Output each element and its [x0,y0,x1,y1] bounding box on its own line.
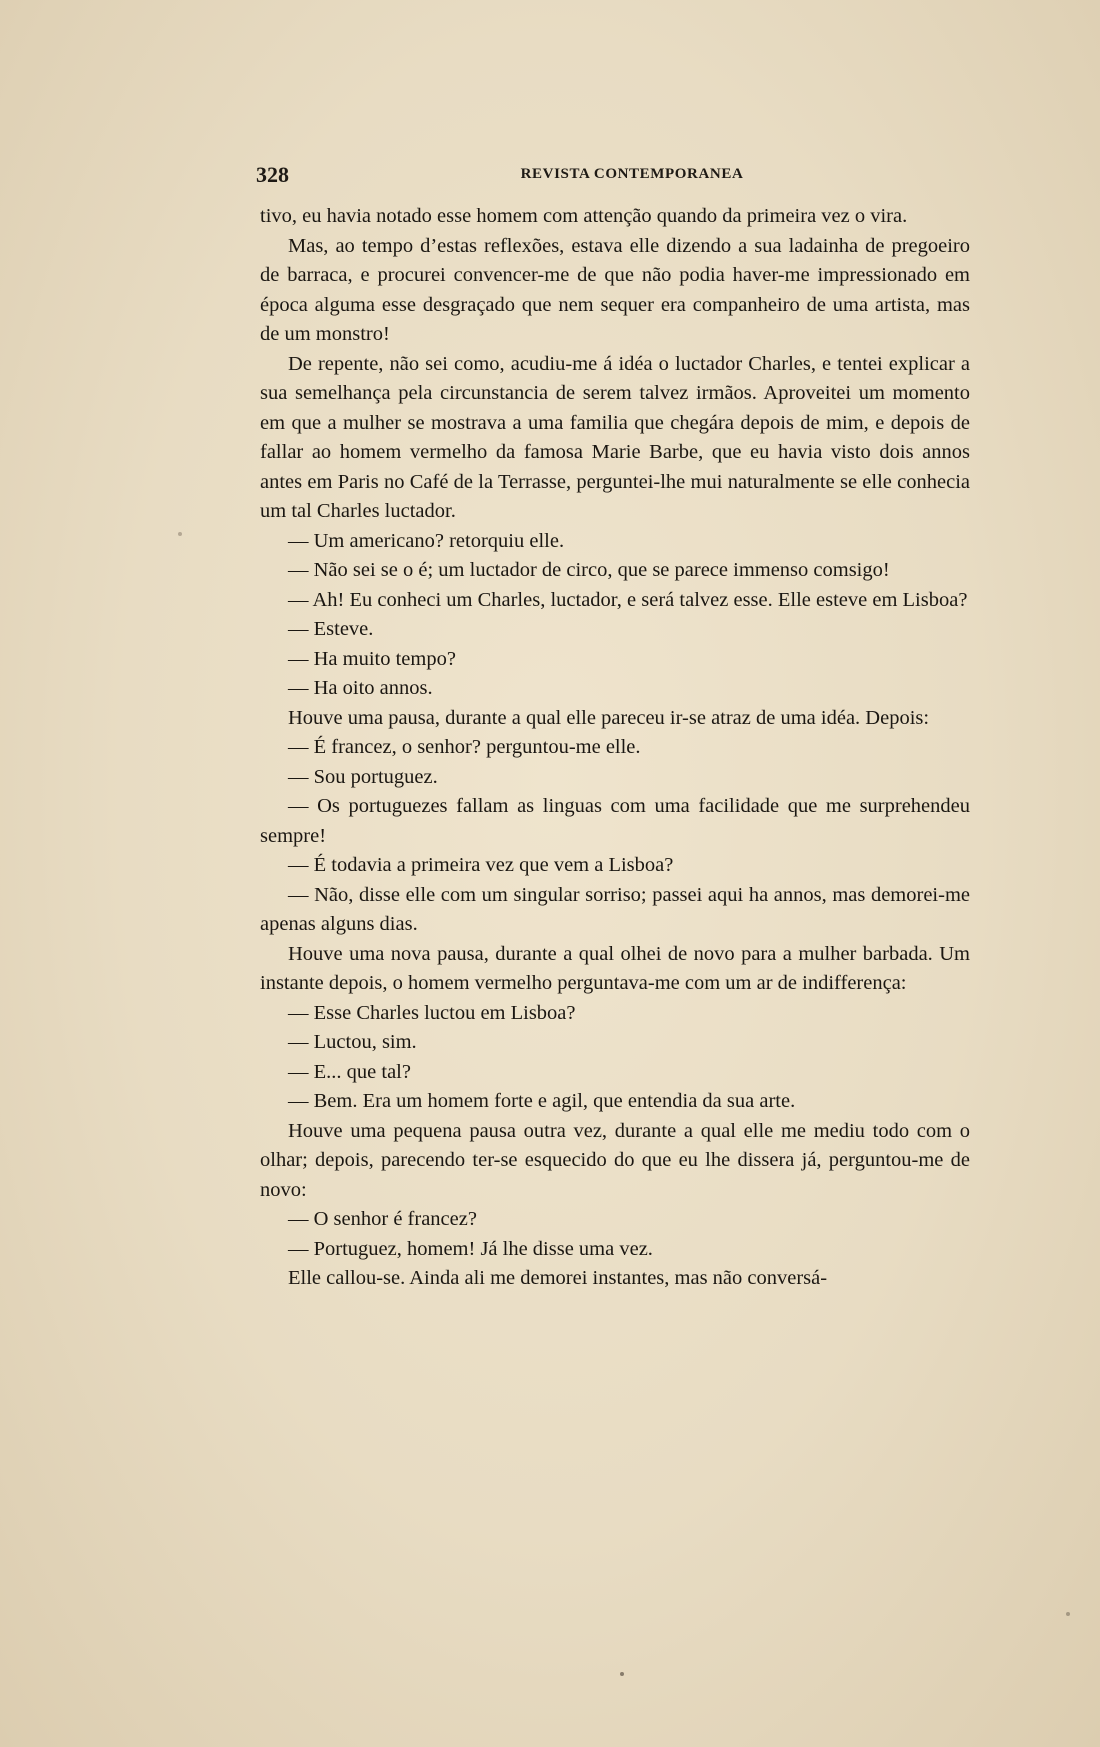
running-head: REVISTA CONTEMPORANEA [520,166,744,182]
dialogue-line: — E... que tal? [288,1060,411,1083]
paragraph: tivo, eu havia notado esse homem com attenção quando da primeira vez o vira. [260,205,908,227]
paper-speck [1066,1612,1070,1616]
dialogue-line: — Ah! Eu conheci um Charles, luctador, e será talvez esse. Elle esteve em Lisboa? [288,588,968,611]
dialogue-line: — Esse Charles luctou em Lisboa? [288,1001,576,1024]
paragraph: Houve uma nova pausa, durante a qual olhei de novo para a mulher barbada. Um instante depois, o homem vermelho perguntava-me com um ar de indifferença: [260,942,970,994]
dialogue-line: — Luctou, sim. [288,1031,417,1053]
paragraph: Houve uma pausa, durante a qual elle pareceu ir-se atraz de uma idéa. Depois: [288,706,930,729]
dialogue-line: — É todavia a primeira vez que vem a Lisboa? [288,854,674,876]
dialogue-line: — Esteve. [288,618,374,640]
paper-speck [620,1672,624,1676]
body-text [260,202,970,1294]
paragraph: Elle callou-se. Ainda ali me demorei instantes, mas não conversá- [288,1267,828,1289]
paper-speck [178,532,182,536]
dialogue-line: — Os portuguezes fallam as linguas com uma facilidade que me surprehendeu sempre! [260,795,970,847]
dialogue-line: — É francez, o senhor? perguntou-me elle. [288,736,641,758]
dialogue-line: — Ha oito annos. [288,677,433,699]
paragraph: Mas, ao tempo d’estas reflexões, estava elle dizendo a sua ladainha de pregoeiro de barraca, e procurei convencer-me de que não podia haver-me impressionado em época alguma esse desgraçado que nem sequer era companheiro de uma artista, mas de um monstro! [260,234,970,345]
dialogue-line: — Ha muito tempo? [288,647,456,670]
dialogue-line: — Sou portuguez. [288,765,438,788]
dialogue-line: — Não, disse elle com um singular sorriso; passei aqui ha annos, mas demorei-me apenas alguns dias. [260,883,970,935]
dialogue-line: — Bem. Era um homem forte e agil, que entendia da sua arte. [288,1090,796,1112]
page-header [256,162,968,188]
page-number: 328 [256,162,289,187]
paragraph: Houve uma pequena pausa outra vez, durante a qual elle me mediu todo com o olhar; depois, parecendo ter-se esquecido do que eu lhe dissera já, perguntou-me de novo: [260,1119,970,1201]
dialogue-line: — Não sei se o é; um luctador de circo, que se parece immenso comsigo! [288,559,890,581]
dialogue-line: — Um americano? retorquiu elle. [288,529,565,552]
paragraph: De repente, não sei como, acudiu-me á idéa o luctador Charles, e tentei explicar a sua semelhança pela circunstancia de serem talvez irmãos. Aproveitei um momento em que a mulher se mostrava a uma familia que chegára depois de mim, e depois de fallar ao homem vermelho da famosa Marie Barbe, que eu havia visto dois annos antes em Paris no Café de la Terrasse, perguntei-lhe mui naturalmente se elle conhecia um tal Charles luctador. [260,352,970,522]
dialogue-line: — Portuguez, homem! Já lhe disse uma vez. [288,1237,653,1260]
dialogue-line: — O senhor é francez? [288,1208,477,1230]
